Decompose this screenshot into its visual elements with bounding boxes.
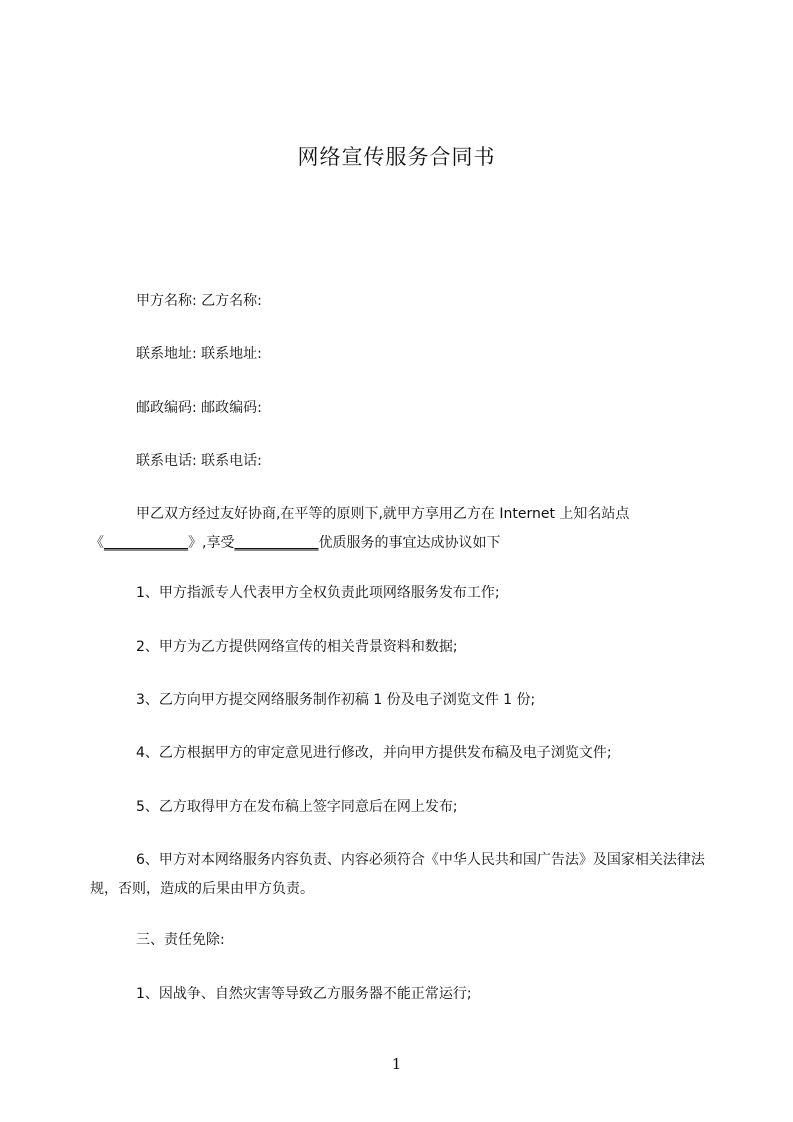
clause-4: 4、乙方根据甲方的审定意见进行修改，并向甲方提供发布稿及电子浏览文件; xyxy=(136,745,612,761)
clause-2: 2、甲方为乙方提供网络宣传的相关背景资料和数据; xyxy=(136,639,458,655)
document-title: 网络宣传服务合同书 xyxy=(297,145,496,169)
page-number: 1 xyxy=(391,1055,402,1073)
intro-text-part1: 甲乙双方经过友好协商,在平等的原则下,就甲方享用乙方在 Internet 上知名站点《 xyxy=(90,506,630,551)
intro-paragraph xyxy=(90,500,715,558)
site-name-blank: ____________ xyxy=(104,535,188,551)
clause-6: 6、甲方对本网络服务内容负责、内容必须符合《中华人民共和国广告法》及国家相关法律法规，否则，造成的后果由甲方负责。 xyxy=(90,852,705,897)
clause-3: 3、乙方向甲方提交网络服务制作初稿 1 份及电子浏览文件 1 份; xyxy=(136,692,536,708)
clause-1: 1、甲方指派专人代表甲方全权负责此项网络服务发布工作; xyxy=(136,585,500,601)
party-name-line: 甲方名称: 乙方名称: xyxy=(136,293,262,309)
intro-text-part2: 》,享受 xyxy=(188,535,235,551)
clause-5: 5、乙方取得甲方在发布稿上签字同意后在网上发布; xyxy=(136,799,458,815)
party-postcode-line: 邮政编码: 邮政编码: xyxy=(136,400,262,416)
party-address-line: 联系地址: 联系地址: xyxy=(136,346,262,362)
section-title-exemptions: 三、责任免除: xyxy=(136,932,225,948)
intro-text-part3: 优质服务的事宜达成协议如下 xyxy=(318,535,501,551)
exemption-1: 1、因战争、自然灾害等导致乙方服务器不能正常运行; xyxy=(136,986,472,1002)
service-name-blank: ____________ xyxy=(234,535,319,551)
party-phone-line: 联系电话: 联系电话: xyxy=(136,453,262,469)
